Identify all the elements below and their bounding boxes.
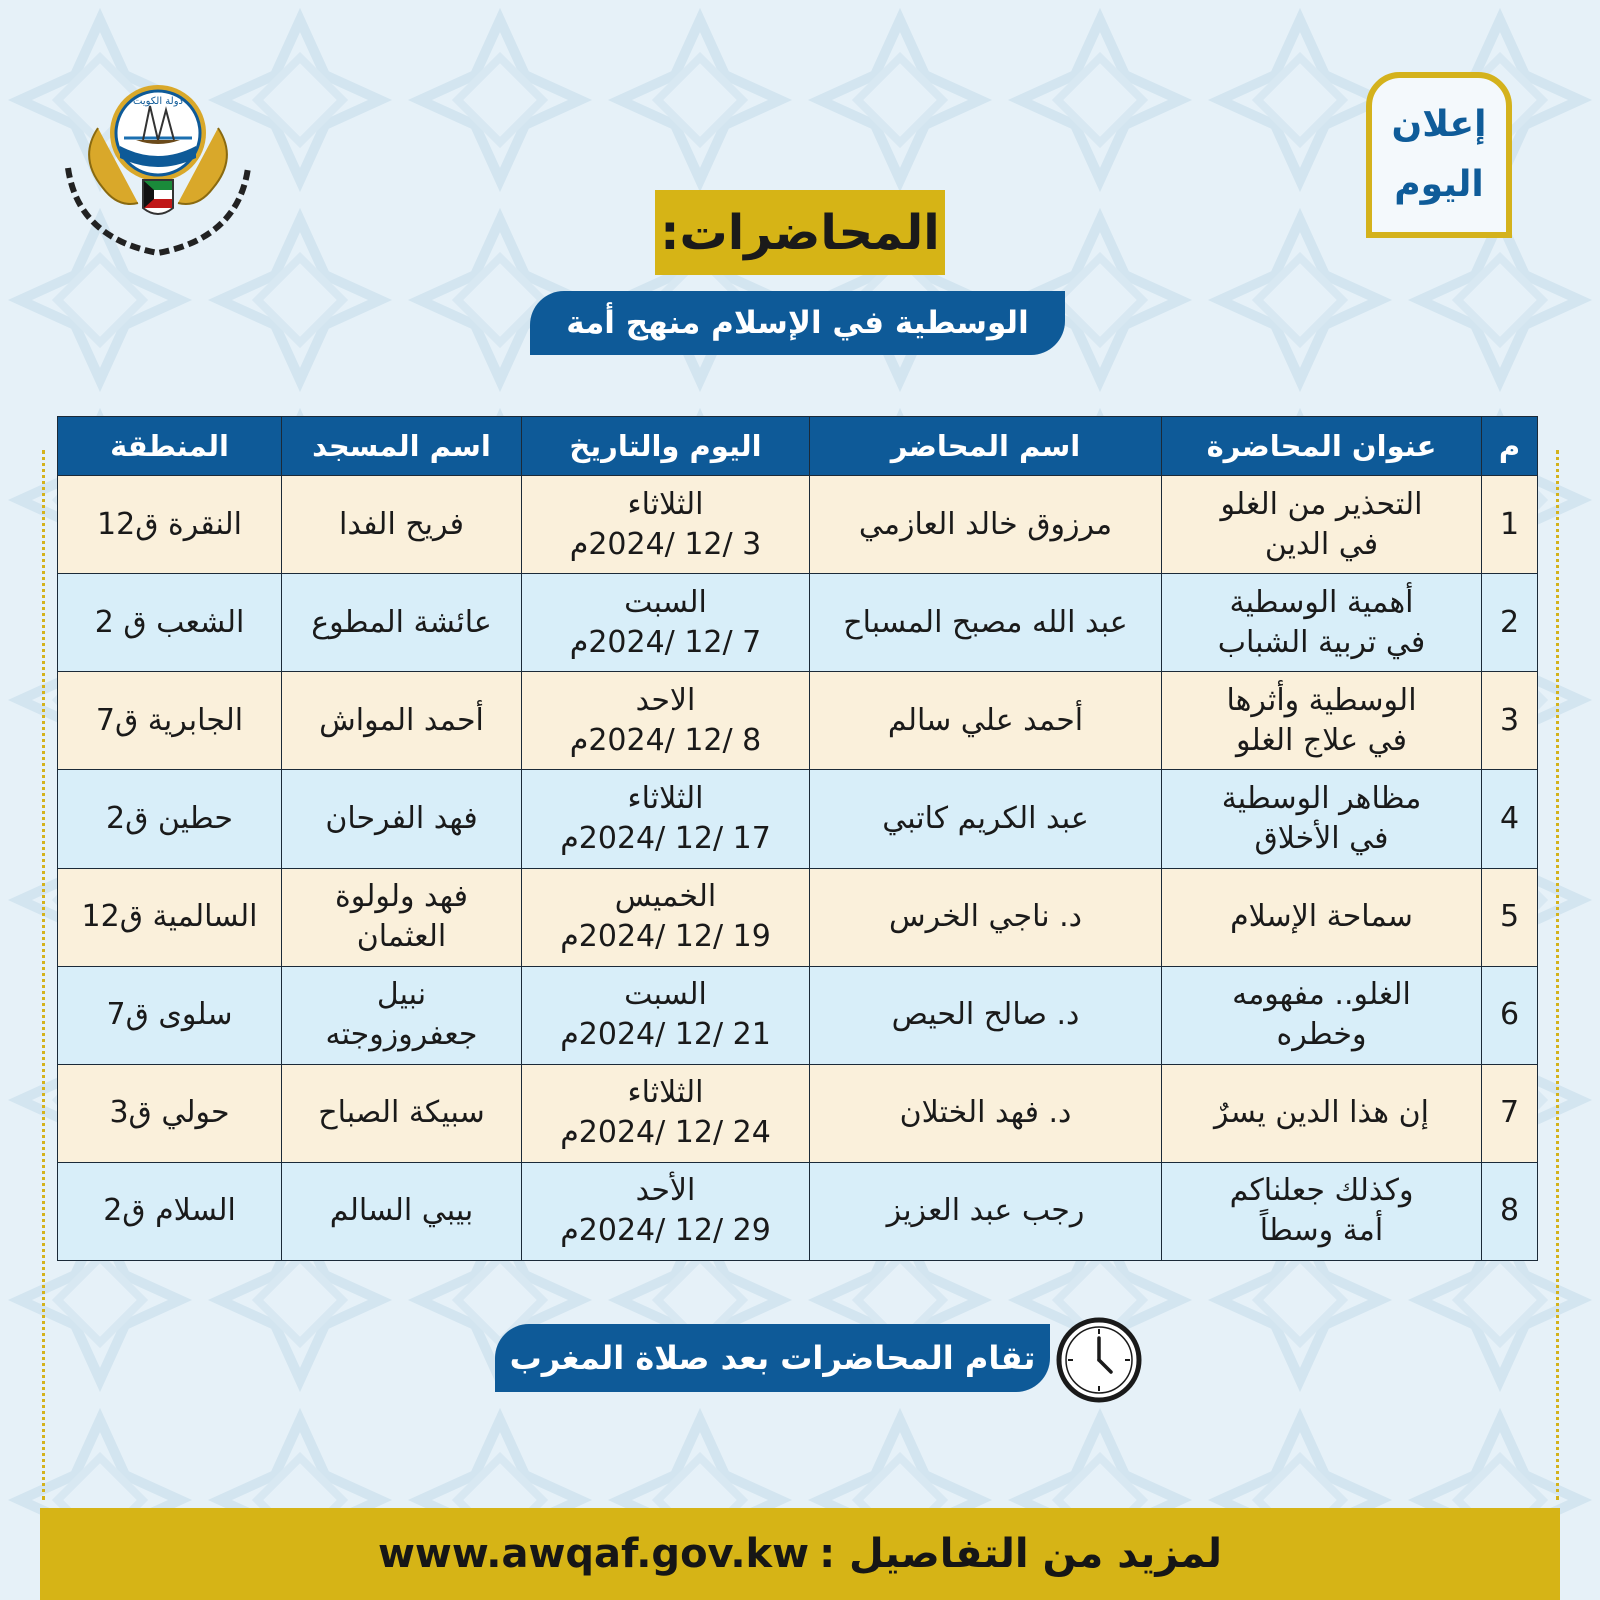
timing-note: [495, 1316, 1145, 1404]
cell-title: التحذير من الغلو في الدين: [1162, 476, 1482, 574]
logo-crest-text: دولة الكويت: [133, 96, 183, 107]
table-row: [58, 1162, 1538, 1260]
cell-number: 8: [1482, 1162, 1538, 1260]
cell-number: 4: [1482, 770, 1538, 868]
cell-area: النقرة ق12: [58, 476, 282, 574]
cell-lecturer: رجب عبد العزيز: [810, 1162, 1162, 1260]
cell-number: 3: [1482, 672, 1538, 770]
cell-area: حطين ق2: [58, 770, 282, 868]
cell-title: أهمية الوسطية في تربية الشباب: [1162, 574, 1482, 672]
cell-title: مظاهر الوسطية في الأخلاق: [1162, 770, 1482, 868]
cell-lecturer: أحمد علي سالم: [810, 672, 1162, 770]
footer-bar: [40, 1508, 1560, 1600]
website-link[interactable]: www.awqaf.gov.kw: [377, 1531, 810, 1577]
cell-number: 7: [1482, 1064, 1538, 1162]
cell-date: السبت 21 /12 /2024م: [522, 966, 810, 1064]
cell-lecturer: د. فهد الختلان: [810, 1064, 1162, 1162]
header-mosque: اسم المسجد: [282, 417, 522, 476]
cell-lecturer: عبد الكريم كاتبي: [810, 770, 1162, 868]
cell-title: الغلو.. مفهومه وخطره: [1162, 966, 1482, 1064]
page-title-box: [655, 190, 945, 275]
cell-mosque: فريح الفدا: [282, 476, 522, 574]
cell-area: الشعب ق 2: [58, 574, 282, 672]
cell-area: السلام ق2: [58, 1162, 282, 1260]
header-title: عنوان المحاضرة: [1162, 417, 1482, 476]
cell-lecturer: د. ناجي الخرس: [810, 868, 1162, 966]
cell-date: الأحد 29 /12 /2024م: [522, 1162, 810, 1260]
cell-area: السالمية ق12: [58, 868, 282, 966]
page-title: المحاضرات:: [660, 204, 940, 261]
header-area: المنطقة: [58, 417, 282, 476]
header-lecturer: اسم المحاضر: [810, 417, 1162, 476]
table-row: [58, 574, 1538, 672]
cell-date: السبت 7 /12 /2024م: [522, 574, 810, 672]
cell-number: 6: [1482, 966, 1538, 1064]
cell-date: الخميس 19 /12 /2024م: [522, 868, 810, 966]
header-date: اليوم والتاريخ: [522, 417, 810, 476]
table-row: [58, 672, 1538, 770]
cell-title: سماحة الإسلام: [1162, 868, 1482, 966]
table-row: [58, 868, 1538, 966]
cell-mosque: سبيكة الصباح: [282, 1064, 522, 1162]
cell-area: الجابرية ق7: [58, 672, 282, 770]
cell-title: وكذلك جعلناكم أمة وسطاً: [1162, 1162, 1482, 1260]
cell-mosque: فهد الفرحان: [282, 770, 522, 868]
table-row: [58, 770, 1538, 868]
table-row: [58, 1064, 1538, 1162]
cell-title: الوسطية وأثرها في علاج الغلو: [1162, 672, 1482, 770]
lectures-table: [57, 416, 1538, 1261]
table-header-row: [58, 417, 1538, 476]
announcement-line1: إعلان: [1391, 104, 1487, 145]
cell-date: الثلاثاء 3 /12 /2024م: [522, 476, 810, 574]
header-number: م: [1482, 417, 1538, 476]
footer-label: لمزيد من التفاصيل :: [819, 1531, 1223, 1577]
cell-area: حولي ق3: [58, 1064, 282, 1162]
cell-lecturer: عبد الله مصبح المسباح: [810, 574, 1162, 672]
timing-note-text: تقام المحاضرات بعد صلاة المغرب: [509, 1339, 1036, 1377]
cell-lecturer: مرزوق خالد العازمي: [810, 476, 1162, 574]
cell-mosque: نبيل جعفروزوجته: [282, 966, 522, 1064]
cell-mosque: فهد ولولوة العثمان: [282, 868, 522, 966]
cell-mosque: بيبي السالم: [282, 1162, 522, 1260]
cell-area: سلوى ق7: [58, 966, 282, 1064]
table-row: [58, 966, 1538, 1064]
cell-mosque: عائشة المطوع: [282, 574, 522, 672]
cell-title: إن هذا الدين يسرٌ: [1162, 1064, 1482, 1162]
subtitle-banner: [530, 291, 1065, 355]
cell-lecturer: د. صالح الحيص: [810, 966, 1162, 1064]
cell-date: الاحد 8 /12 /2024م: [522, 672, 810, 770]
announcement-line2: اليوم: [1394, 164, 1484, 205]
clock-icon: [1055, 1316, 1143, 1404]
cell-number: 1: [1482, 476, 1538, 574]
cell-date: الثلاثاء 17 /12 /2024م: [522, 770, 810, 868]
ministry-logo: [58, 68, 258, 268]
dotted-frame-right: [1556, 450, 1559, 1500]
table-row: [58, 476, 1538, 574]
cell-date: الثلاثاء 24 /12 /2024م: [522, 1064, 810, 1162]
cell-mosque: أحمد المواش: [282, 672, 522, 770]
announcement-badge: [1366, 72, 1512, 238]
subtitle-text: الوسطية في الإسلام منهج أمة: [566, 305, 1029, 341]
timing-note-pill: [495, 1324, 1050, 1392]
cell-number: 2: [1482, 574, 1538, 672]
cell-number: 5: [1482, 868, 1538, 966]
dotted-frame-left: [42, 450, 45, 1500]
